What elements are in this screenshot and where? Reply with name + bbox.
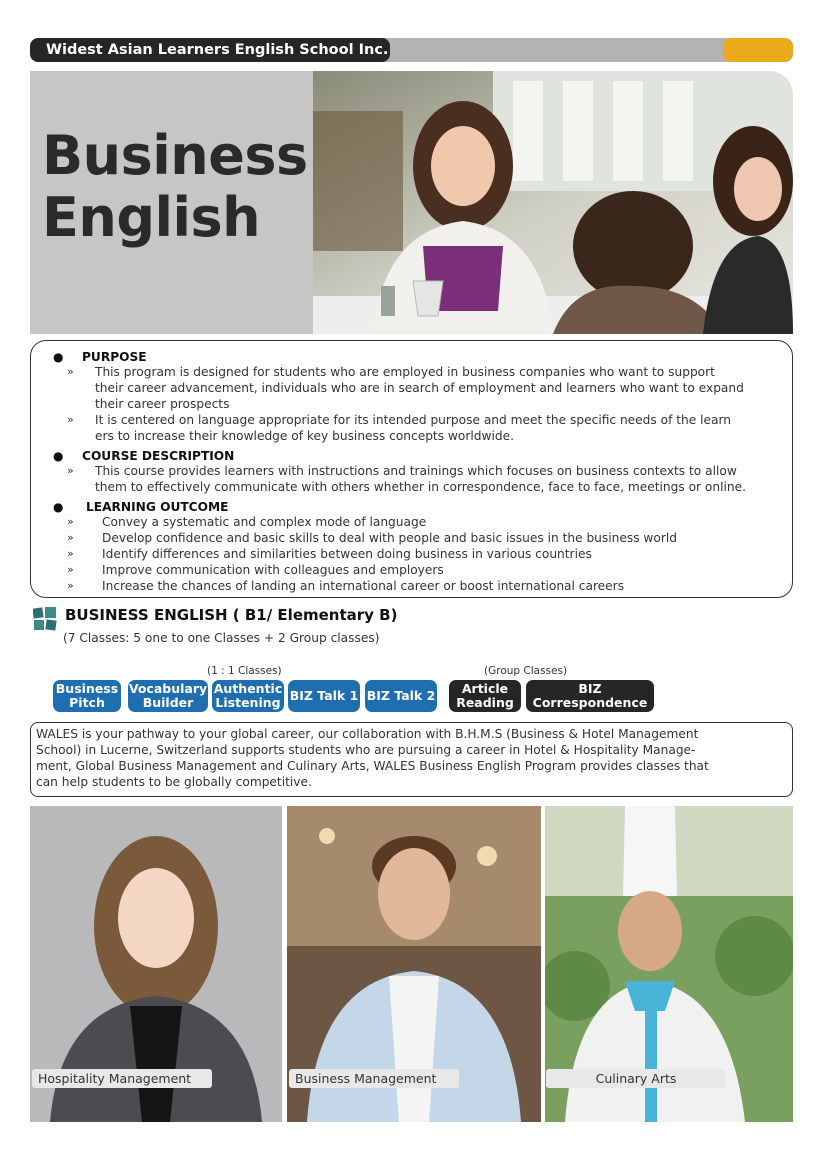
group-classes-label: (Group Classes) — [484, 665, 568, 677]
course-description-text: them to effectively communicate with others whether in correspondence, face to face, meetings or online. — [95, 480, 746, 494]
chevron-icon: » — [67, 464, 74, 477]
photo-culinary-arts — [545, 806, 793, 1122]
class-label: BIZ — [578, 681, 602, 696]
school-name: Widest Asian Learners English School Inc. — [30, 38, 390, 62]
class-label: Builder — [142, 695, 194, 710]
course-description-text: This course provides learners with instructions and trainings which focuses on business contexts to allow — [95, 464, 737, 478]
purpose-text: their career advancement, individuals who are in search of employment and learners who want to expand — [95, 381, 744, 395]
outcome-item: Develop confidence and basic skills to deal with people and basic issues in the business world — [102, 531, 677, 545]
learning-outcome-heading: LEARNING OUTCOME — [86, 500, 229, 514]
header-accent — [723, 38, 793, 62]
outcome-item: Improve communication with colleagues and employers — [102, 563, 444, 577]
about-text: can help students to be globally competitive. — [36, 775, 312, 789]
class-label: BIZ Talk 1 — [289, 688, 359, 703]
bullet-icon: ● — [53, 500, 64, 514]
outcome-item: Increase the chances of landing an international career or boost international careers — [102, 579, 625, 593]
bullet-icon: ● — [53, 449, 64, 463]
photo-hospitality-management — [30, 806, 282, 1122]
one-to-one-label: (1 : 1 Classes) — [207, 665, 282, 677]
photo-caption: Hospitality Management — [32, 1069, 212, 1088]
purpose-text: their career prospects — [95, 397, 230, 411]
class-biz-talk-2 — [365, 680, 437, 712]
class-label: Article — [461, 681, 509, 696]
bullet-icon: ● — [53, 350, 64, 364]
program-info-box — [30, 340, 793, 598]
chevron-icon: » — [67, 531, 74, 544]
class-label: Vocabulary — [128, 681, 208, 696]
chevron-icon: » — [67, 515, 74, 528]
about-wales-box — [30, 722, 793, 797]
photo-caption: Culinary Arts — [546, 1069, 726, 1088]
class-biz-talk-1 — [288, 680, 360, 712]
grid-squares-icon — [33, 607, 57, 631]
outcome-item: Convey a systematic and complex mode of language — [102, 515, 427, 529]
title-line-2: English — [42, 186, 261, 249]
chevron-icon: » — [67, 563, 74, 576]
photo-caption: Business Management — [289, 1069, 459, 1088]
class-label: Listening — [215, 695, 281, 710]
class-article-reading — [449, 680, 521, 712]
class-vocabulary-builder — [128, 680, 208, 712]
class-label: Pitch — [69, 695, 105, 710]
outcome-item: Identify differences and similarities between doing business in various countries — [102, 547, 592, 561]
chevron-icon: » — [67, 579, 74, 592]
class-label: Authentic — [213, 681, 283, 696]
purpose-text: This program is designed for students who are employed in business companies who want to support — [95, 365, 715, 379]
class-biz-correspondence — [526, 680, 654, 712]
class-business-pitch — [53, 680, 121, 712]
class-label: Reading — [456, 695, 514, 710]
class-label: Correspondence — [532, 695, 648, 710]
photo-business-management — [287, 806, 541, 1122]
class-label: Business — [55, 681, 119, 696]
header-bar — [30, 38, 793, 62]
course-subtitle: (7 Classes: 5 one to one Classes + 2 Group classes) — [63, 631, 380, 645]
course-description-heading: COURSE DESCRIPTION — [82, 449, 235, 463]
about-text: School) in Lucerne, Switzerland supports students who are pursuing a career in Hotel & Hospitality Manage- — [36, 743, 696, 757]
hero-title-panel — [30, 71, 313, 334]
purpose-heading: PURPOSE — [82, 350, 147, 364]
page-title — [42, 125, 308, 249]
hero-photo — [313, 71, 793, 334]
about-text: ment, Global Business Management and Culinary Arts, WALES Business English Program provides classes that — [36, 759, 709, 773]
class-label: BIZ Talk 2 — [366, 688, 436, 703]
chevron-icon: » — [67, 365, 74, 378]
purpose-text: ers to increase their knowledge of key business concepts worldwide. — [95, 429, 514, 443]
chevron-icon: » — [67, 547, 74, 560]
title-line-1: Business — [42, 124, 308, 187]
chevron-icon: » — [67, 413, 74, 426]
purpose-text: It is centered on language appropriate for its intended purpose and meet the specific needs of the learn — [95, 413, 732, 427]
course-title: BUSINESS ENGLISH ( B1/ Elementary B) — [65, 606, 398, 624]
class-authentic-listening — [212, 680, 284, 712]
about-text: WALES is your pathway to your global career, our collaboration with B.H.M.S (Business & Hotel Management — [36, 727, 699, 741]
